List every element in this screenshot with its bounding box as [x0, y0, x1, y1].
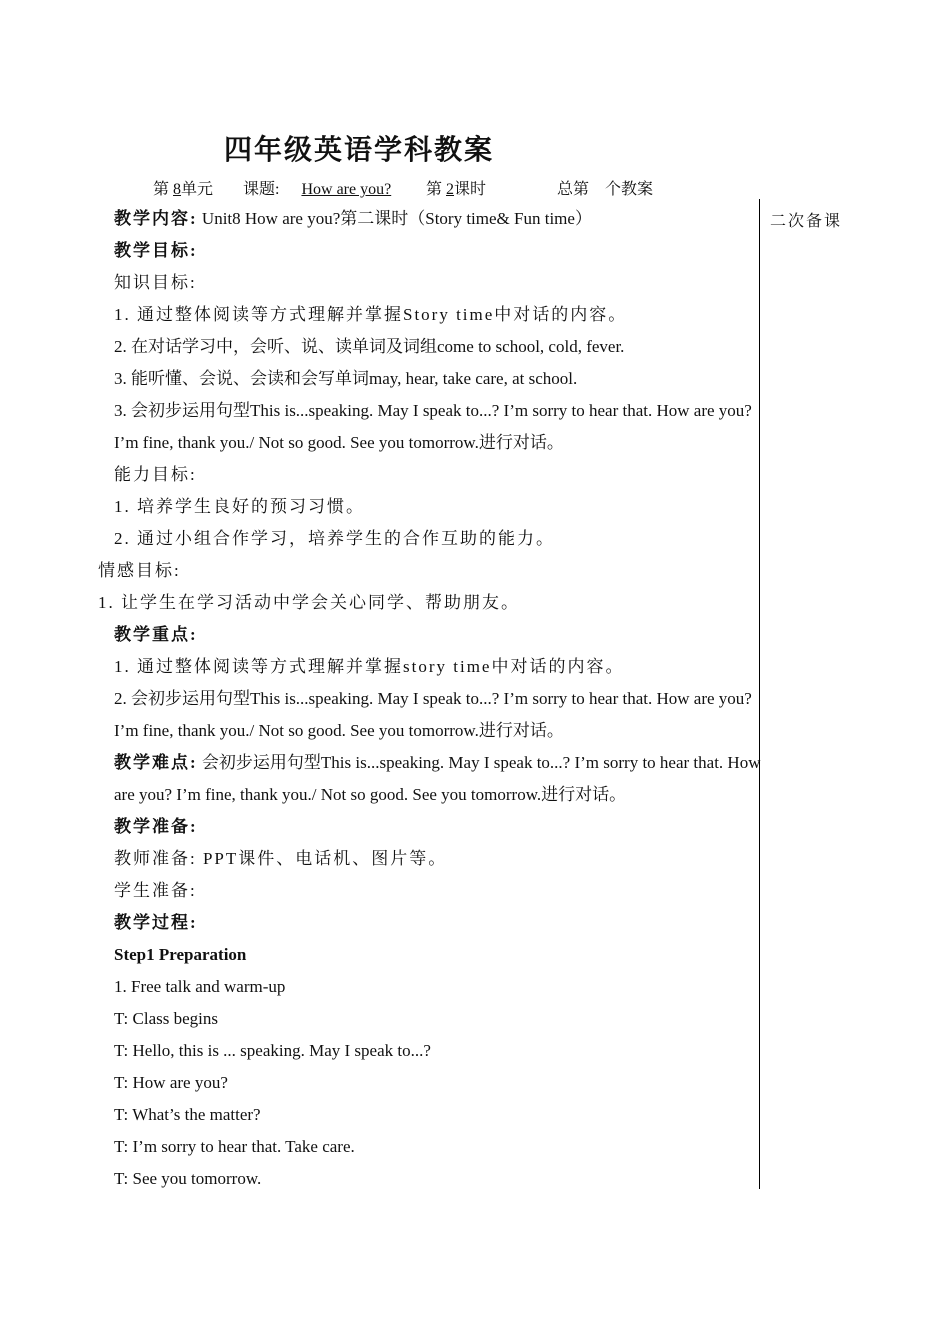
- difficulty-text: 会初步运用句型This is...speaking. May I speak to...? I’m sorry to hear that. How: [201, 753, 761, 772]
- student-preparation: 学生准备:: [114, 881, 197, 900]
- content-label: 教学内容:: [114, 209, 198, 228]
- step-line-6: T: I’m sorry to hear that. Take care.: [114, 1137, 355, 1156]
- key-points-heading: 教学重点:: [114, 625, 198, 644]
- ability-item-2: 2. 通过小组合作学习，培养学生的合作互助的能力。: [114, 529, 555, 548]
- difficulty-cont: are you? I’m fine, thank you./ Not so good. See you tomorrow.进行对话。: [114, 785, 627, 804]
- step1-heading: Step1 Preparation: [114, 945, 247, 964]
- knowledge-heading: 知识目标:: [114, 273, 197, 292]
- step-line-1: 1. Free talk and warm-up: [114, 977, 286, 996]
- content-line: [114, 208, 592, 230]
- total-info: 总第 个教案: [557, 181, 654, 198]
- lesson-number: 2: [446, 181, 455, 198]
- emotion-heading: 情感目标:: [98, 561, 181, 580]
- lesson-info: 第 2课时: [426, 181, 487, 198]
- difficulty-line: [114, 752, 760, 774]
- knowledge-item-1: 1. 通过整体阅读等方式理解并掌握Story time中对话的内容。: [114, 305, 628, 324]
- step-line-7: T: See you tomorrow.: [114, 1169, 262, 1188]
- secondary-prep-label: 二次备课: [770, 211, 843, 230]
- content-text: Unit8 How are you?第二课时（Story time& Fun time）: [201, 209, 592, 228]
- knowledge-item-2: 2. 在对话学习中，会听、说、读单词及词组come to school, cold, fever.: [114, 337, 625, 356]
- step-line-4: T: How are you?: [114, 1073, 228, 1092]
- knowledge-item-4: 3. 会初步运用句型This is...speaking. May I speak to...? I’m sorry to hear that. How are you?: [114, 401, 752, 420]
- step-line-2: T: Class begins: [114, 1009, 218, 1028]
- step-line-3: T: Hello, this is ... speaking. May I speak to...?: [114, 1041, 431, 1060]
- process-heading: 教学过程:: [114, 913, 198, 932]
- key-point-1: 1. 通过整体阅读等方式理解并掌握story time中对话的内容。: [114, 657, 625, 676]
- preparation-heading: 教学准备:: [114, 817, 198, 836]
- knowledge-item-3: 3. 能听懂、会说、会读和会写单词may, hear, take care, at school.: [114, 369, 578, 388]
- column-divider: [759, 199, 760, 1189]
- key-point-2: 2. 会初步运用句型This is...speaking. May I speak to...? I’m sorry to hear that. How are you?: [114, 689, 752, 708]
- knowledge-item-4-cont: I’m fine, thank you./ Not so good. See you tomorrow.进行对话。: [114, 433, 564, 452]
- difficulty-label: 教学难点:: [114, 753, 198, 772]
- ability-item-1: 1. 培养学生良好的预习习惯。: [114, 497, 365, 516]
- teacher-preparation: 教师准备: PPT课件、电话机、图片等。: [114, 849, 448, 868]
- step-line-5: T: What’s the matter?: [114, 1105, 261, 1124]
- topic-info: 课题: How are you?: [243, 176, 399, 199]
- unit-info: 第 8单元: [153, 181, 214, 198]
- ability-heading: 能力目标:: [114, 465, 197, 484]
- objectives-heading: 教学目标:: [114, 241, 198, 260]
- unit-number: 8: [173, 181, 182, 198]
- page-title: 四年级英语学科教案: [224, 133, 495, 166]
- key-point-2-cont: I’m fine, thank you./ Not so good. See you tomorrow.进行对话。: [114, 721, 564, 740]
- topic-value: How are you?: [301, 181, 392, 198]
- emotion-item-1: 1. 让学生在学习活动中学会关心同学、帮助朋友。: [98, 593, 520, 612]
